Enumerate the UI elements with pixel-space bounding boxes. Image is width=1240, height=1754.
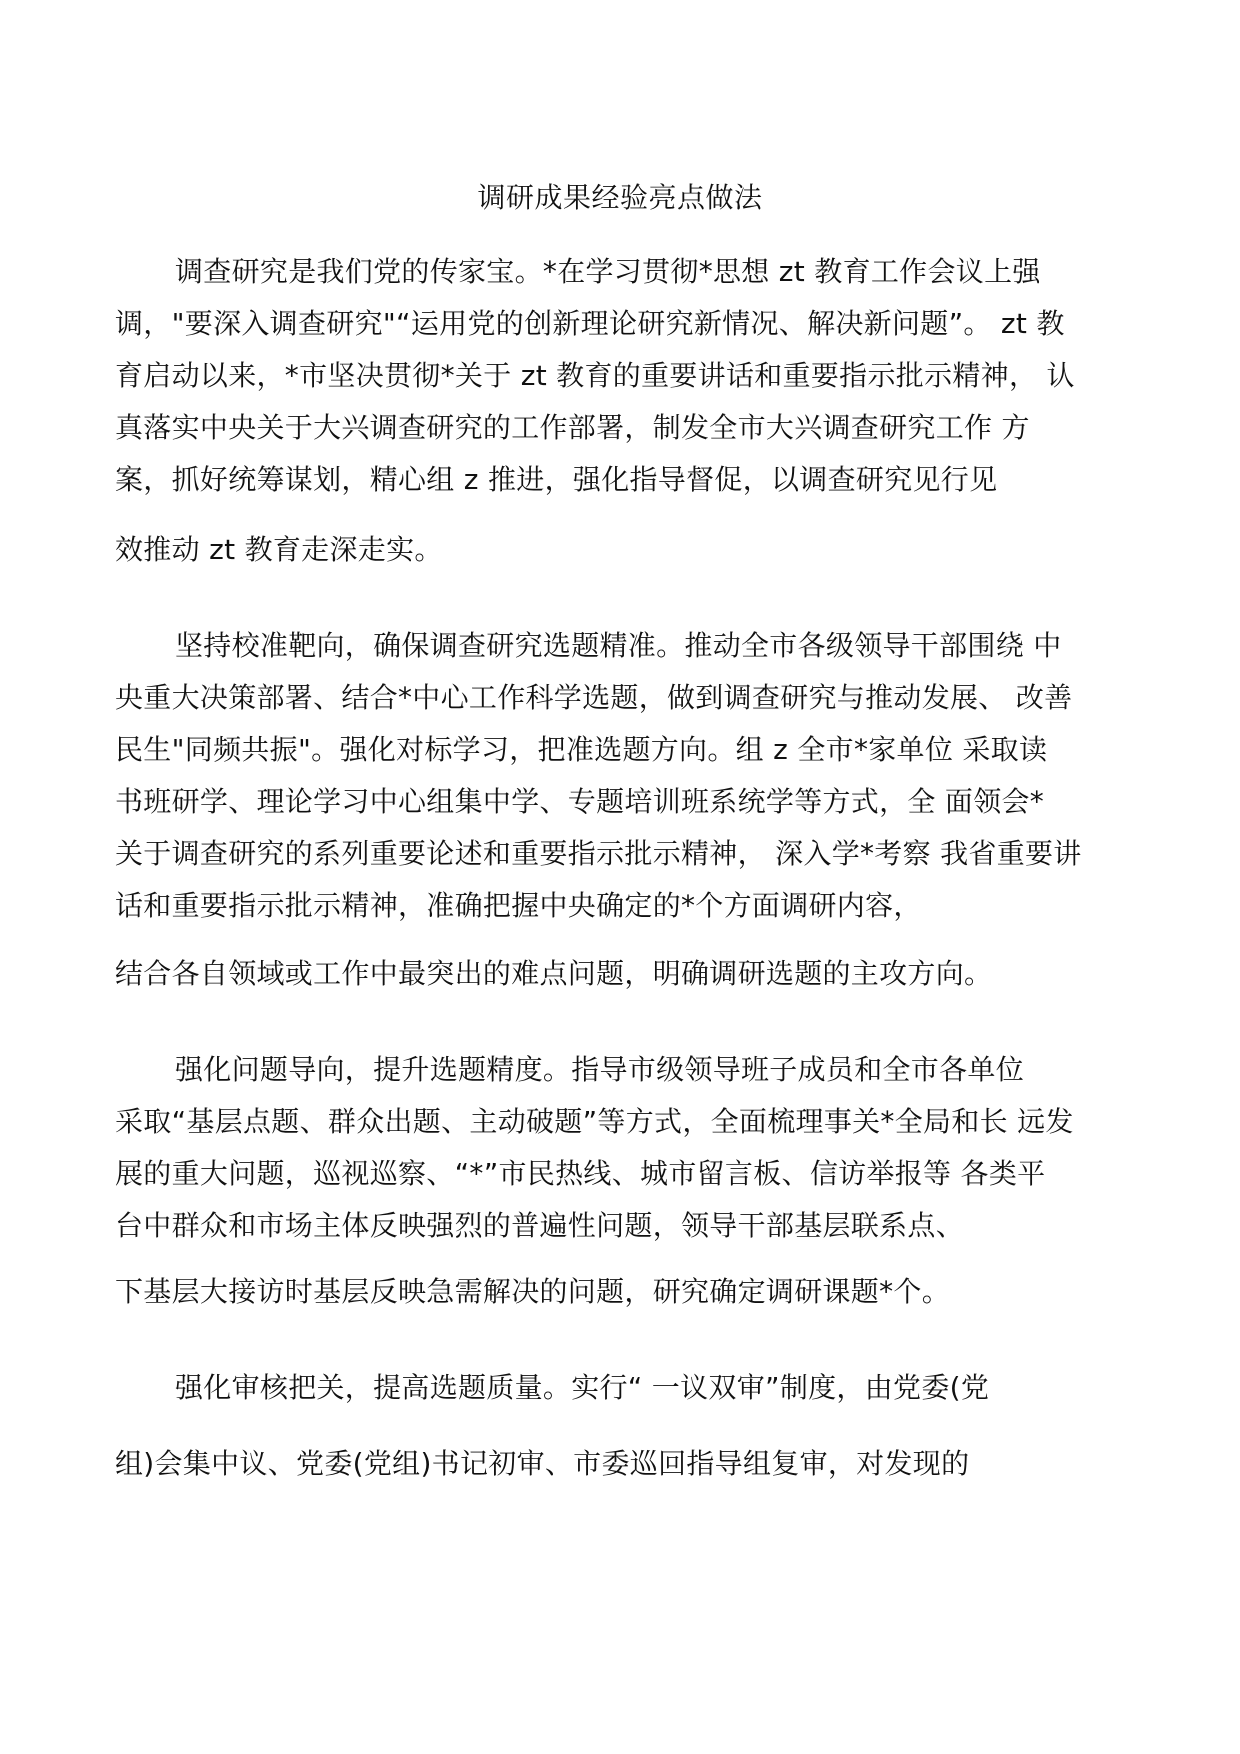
paragraph-line: 民生"同频共振"。强化对标学习，把准选题方向。组 z 全市*家单位 采取读	[115, 733, 1048, 766]
paragraph-line: 台中群众和市场主体反映强烈的普遍性问题，领导干部基层联系点、	[115, 1209, 965, 1242]
paragraph-line: 强化审核把关，提高选题质量。实行“ 一议双审”制度，由党委(党	[175, 1371, 990, 1404]
paragraph-line: 组)会集中议、党委(党组)书记初审、市委巡回指导组复审，对发现的	[115, 1447, 970, 1480]
paragraph-line: 案，抓好统筹谋划，精心组 z 推进，强化指导督促，以调查研究见行见	[115, 463, 998, 496]
paragraph-line: 关于调查研究的系列重要论述和重要指示批示精神， 深入学*考察 我省重要讲	[115, 837, 1082, 870]
paragraph-line: 央重大决策部署、结合*中心工作科学选题，做到调查研究与推动发展、 改善	[115, 681, 1073, 714]
document-title: 调研成果经验亮点做法	[477, 181, 763, 214]
paragraph-line: 强化问题导向，提升选题精度。指导市级领导班子成员和全市各单位	[175, 1053, 1025, 1086]
paragraph-line: 展的重大问题，巡视巡察、“*”市民热线、城市留言板、信访举报等 各类平	[115, 1157, 1046, 1190]
paragraph-line: 调，"要深入调查研究"“运用党的创新理论研究新情况、解决新问题”。 zt 教	[115, 307, 1065, 340]
paragraph-line: 调查研究是我们党的传家宝。*在学习贯彻*思想 zt 教育工作会议上强	[175, 255, 1041, 288]
paragraph-line: 话和重要指示批示精神，准确把握中央确定的*个方面调研内容，	[115, 889, 922, 922]
paragraph-line: 效推动 zt 教育走深走实。	[115, 533, 443, 566]
paragraph-line: 采取“基层点题、群众出题、主动破题”等方式，全面梳理事关*全局和长 远发	[115, 1105, 1074, 1138]
paragraph-line: 坚持校准靶向，确保调查研究选题精准。推动全市各级领导干部围绕 中	[175, 629, 1062, 662]
paragraph-line: 结合各自领域或工作中最突出的难点问题，明确调研选题的主攻方向。	[115, 957, 993, 990]
paragraph-line: 育启动以来，*市坚决贯彻*关于 zt 教育的重要讲话和重要指示批示精神， 认	[115, 359, 1075, 392]
paragraph-line: 下基层大接访时基层反映急需解决的问题，研究确定调研课题*个。	[115, 1275, 951, 1308]
paragraph-line: 真落实中央关于大兴调查研究的工作部署，制发全市大兴调查研究工作 方	[115, 411, 1030, 444]
paragraph-line: 书班研学、理论学习中心组集中学、专题培训班系统学等方式，全 面领会*	[115, 785, 1045, 818]
